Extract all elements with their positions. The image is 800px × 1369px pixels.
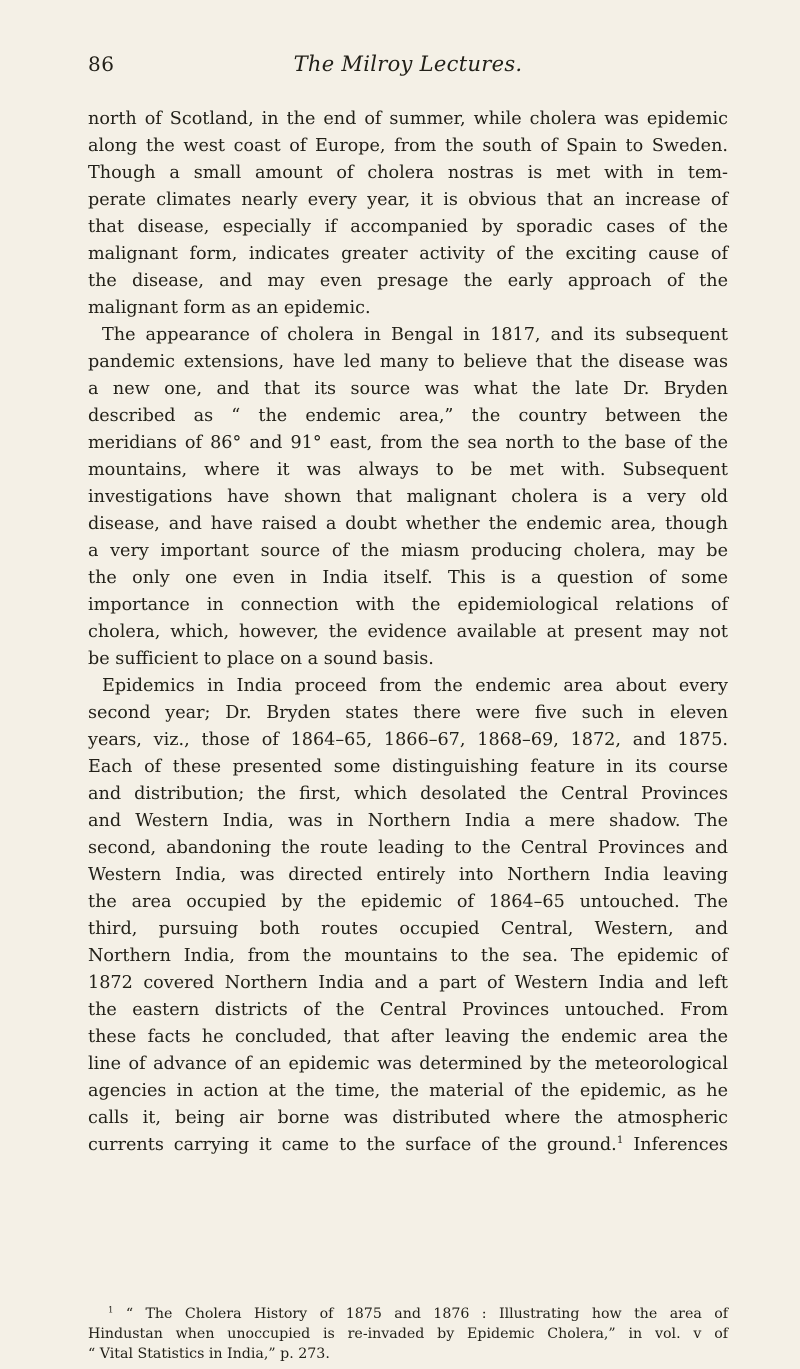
text-line: the area occupied by the epidemic of 1864–65 untouched. The	[88, 892, 728, 912]
footnote-line	[88, 1304, 728, 1324]
text-line: along the west coast of Europe, from the south of Spain to Sweden.	[88, 136, 728, 156]
text-line: malignant form as an epidemic.	[88, 298, 371, 318]
text-line: and distribution; the first, which desolated the Central Provinces	[88, 784, 728, 804]
footnote-reference: 1	[616, 1134, 624, 1147]
text-line: years, viz., those of 1864–65, 1866–67, 1868–69, 1872, and 1875.	[88, 730, 728, 750]
text-line: perate climates nearly every year, it is obvious that an increase of	[88, 190, 728, 210]
text-line: meridians of 86° and 91° east, from the sea north to the base of the	[88, 433, 728, 453]
text-line: and Western India, was in Northern India a mere shadow. The	[88, 811, 728, 831]
paragraph-start-line: The appearance of cholera in Bengal in 1817, and its subsequent	[102, 325, 728, 345]
text-line: these facts he concluded, that after leaving the endemic area the	[88, 1027, 728, 1047]
footnote-marker: 1	[108, 1305, 114, 1316]
text-line: 1872 covered Northern India and a part of Western India and left	[88, 973, 728, 993]
text-line: that disease, especially if accompanied by sporadic cases of the	[88, 217, 728, 237]
footnote-text: “ The Cholera History of 1875 and 1876 : Illustrating how the area of	[125, 1306, 728, 1322]
text-line: north of Scotland, in the end of summer, while cholera was epidemic	[88, 109, 728, 129]
text-line: third, pursuing both routes occupied Central, Western, and	[88, 919, 728, 939]
text-line: disease, and have raised a doubt whether the endemic area, though	[88, 514, 728, 534]
text-line: the disease, and may even presage the early approach of the	[88, 271, 728, 291]
text-line: second year; Dr. Bryden states there were five such in eleven	[88, 703, 728, 723]
page-header	[88, 52, 728, 86]
text-line: second, abandoning the route leading to the Central Provinces and	[88, 838, 728, 858]
footnote-line: “ Vital Statistics in India,” p. 273.	[88, 1346, 330, 1362]
text-line: line of advance of an epidemic was determined by the meteorological	[88, 1054, 728, 1074]
text-line: pandemic extensions, have led many to believe that the disease was	[88, 352, 728, 372]
text-line: Northern India, from the mountains to the sea. The epidemic of	[88, 946, 728, 966]
text-line: be sufficient to place on a sound basis.	[88, 649, 434, 669]
body-text	[88, 106, 728, 1159]
text-line: Western India, was directed entirely into Northern India leaving	[88, 865, 728, 885]
paragraph-start-line: Epidemics in India proceed from the endemic area about every	[102, 676, 728, 696]
text-segment: currents carrying it came to the surface of the ground.	[88, 1135, 617, 1155]
text-line: the only one even in India itself. This is a question of some	[88, 568, 728, 588]
text-line	[88, 1132, 728, 1159]
page-number: 86	[88, 52, 115, 76]
text-line: malignant form, indicates greater activity of the exciting cause of	[88, 244, 728, 264]
text-line: described as “ the endemic area,” the country between the	[88, 406, 728, 426]
text-line: the eastern districts of the Central Provinces untouched. From	[88, 1000, 728, 1020]
footnotes	[88, 1304, 728, 1364]
text-line: calls it, being air borne was distributed where the atmospheric	[88, 1108, 728, 1128]
text-line: Though a small amount of cholera nostras is met with in tem-	[88, 163, 728, 183]
text-line: cholera, which, however, the evidence available at present may not	[88, 622, 728, 642]
footnote-line: Hindustan when unoccupied is re-invaded by Epidemic Cholera,” in vol. v of	[88, 1326, 728, 1342]
text-line: mountains, where it was always to be met with. Subsequent	[88, 460, 728, 480]
text-line: investigations have shown that malignant cholera is a very old	[88, 487, 728, 507]
running-title: The Milroy Lectures.	[293, 52, 523, 76]
text-line: agencies in action at the time, the material of the epidemic, as he	[88, 1081, 728, 1101]
text-segment: Inferences	[633, 1135, 729, 1155]
text-line: a very important source of the miasm producing cholera, may be	[88, 541, 728, 561]
text-line: a new one, and that its source was what the late Dr. Bryden	[88, 379, 728, 399]
text-line: Each of these presented some distinguishing feature in its course	[88, 757, 728, 777]
text-line: importance in connection with the epidemiological relations of	[88, 595, 728, 615]
